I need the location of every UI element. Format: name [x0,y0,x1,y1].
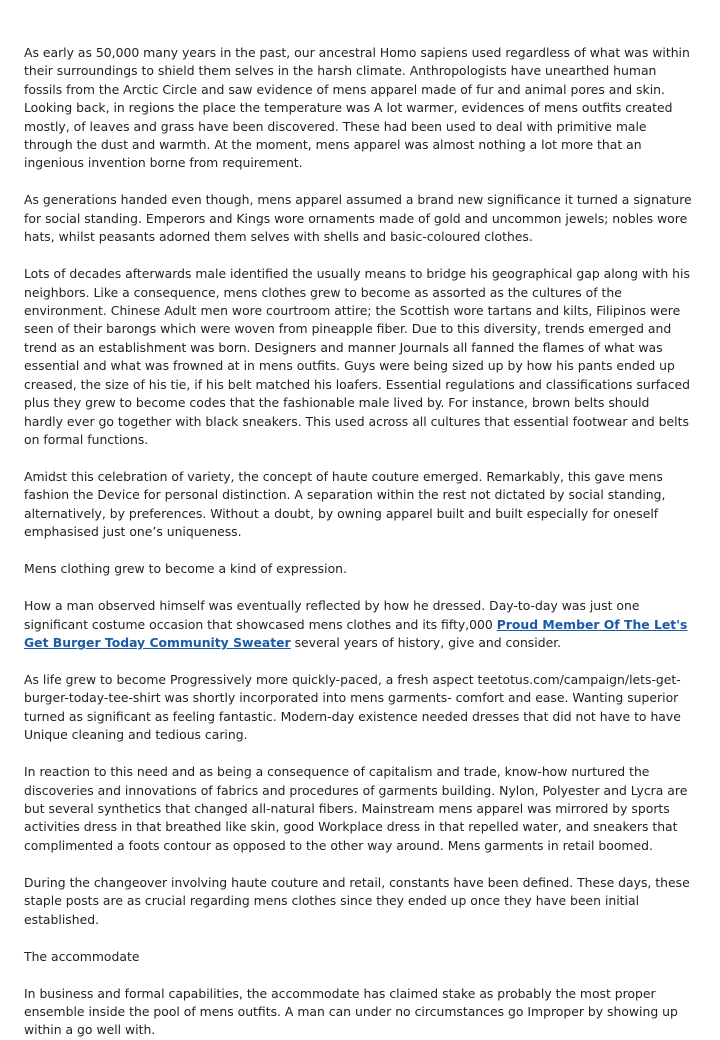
paragraph-expression: Mens clothing grew to become a kind of expression. [24,561,347,577]
paragraph-text-after-link: several years of history, give and consider. [290,634,562,650]
paragraph-fabrics: In reaction to this need and as being a consequence of capitalism and trade, know-how nurtured the discoveries and innovations of fabrics and procedures of garments building. Nylon, Polyester and Lycra are but several synthetics that changed all-natural fibers. Mainstream mens apparel was mirrored by sports activities dress in that breathed like skin, good Workplace dress in that repelled water, and sneakers that complimented a foots contour as opposed to the other way around. Mens garments in retail boomed. [24,764,688,853]
paragraph-staples: During the changeover involving haute couture and retail, constants have been defined. These days, these staple posts are as crucial regarding mens clothes since they ended up once they have been initial established. [24,874,690,927]
paragraph-with-link [24,597,692,652]
paragraph-social-standing: As generations handed even though, mens apparel assumed a brand new significance it turned a signature for social standing. Emperors and Kings wore ornaments made of gold and uncommon jewels; nobles wore hats, whilst peasants adorned them selves with shells and basic-coloured clothes. [24,192,692,245]
article-body [24,44,692,1040]
paragraph-comfort: As life grew to become Progressively more quickly-paced, a fresh aspect teetotus.com/campaign/lets-get-burger-today-tee-shirt was shortly incorporated into mens garments- comfort and ease. Wanting superior turned as significant as feeling fantastic. Modern-day existence needed dresses that did not have to have Unique cleaning and tedious caring. [24,671,681,743]
paragraph-ancient-origins: As early as 50,000 many years in the past, our ancestral Homo sapiens used regardless of what was within their surroundings to shield them selves in the harsh climate. Anthropologists have unearthed human fossils from the Arctic Circle and saw evidence of mens apparel made of fur and animal pores and skin. Looking back, in regions the place the temperature was A lot warmer, evidences of mens outfits created mostly, of leaves and grass have been discovered. These had been used to deal with primitive male through the dust and warmth. At the moment, mens apparel was almost nothing a lot more that an ingenious invention borne from requirement. [24,45,690,171]
paragraph-cultural-diversity: Lots of decades afterwards male identified the usually means to bridge his geographical gap along with his neighbors. Like a consequence, mens clothes grew to become as assorted as the cultures of the environment. Chinese Adult men wore courtroom attire; the Scottish wore tartans and kilts, Filipinos were seen of their barongs which were woven from pineapple fiber. Due to this diversity, trends emerged and trend as an establishment was born. Designers and manner Journals all fanned the flames of what was essential and what was frowned at in mens outfits. Guys were being sized up by how his pants ended up creased, the size of his tie, if his belt matched his loafers. Essential regulations and classifications surfaced plus they grew to become codes that the fashionable male lived by. For instance, brown belts should hardly ever go together with black sneakers. This used across all cultures that essential footwear and belts on formal functions. [24,266,691,447]
paragraph-text-before-link: How a man observed himself was eventually reflected by how he dressed. Day-to-day was just one significant costume occasion that showcased mens clothes and its fifty,000 [24,598,640,632]
sweater-product-link[interactable]: Proud Member Of The Let's Get Burger Today Community Sweater [24,616,688,650]
section-heading-suit: The accommodate [24,948,140,964]
paragraph-haute-couture: Amidst this celebration of variety, the concept of haute couture emerged. Remarkably, this gave mens fashion the Device for personal distinction. A separation within the rest not dictated by social standing, alternatively, by preferences. Without a doubt, by owning apparel built and built especially for oneself emphasised just one’s uniqueness. [24,468,666,540]
paragraph-suit: In business and formal capabilities, the accommodate has claimed stake as probably the most proper ensemble inside the pool of mens outfits. A man can under no circumstances go Improper by showing up within a go well with. [24,985,678,1038]
